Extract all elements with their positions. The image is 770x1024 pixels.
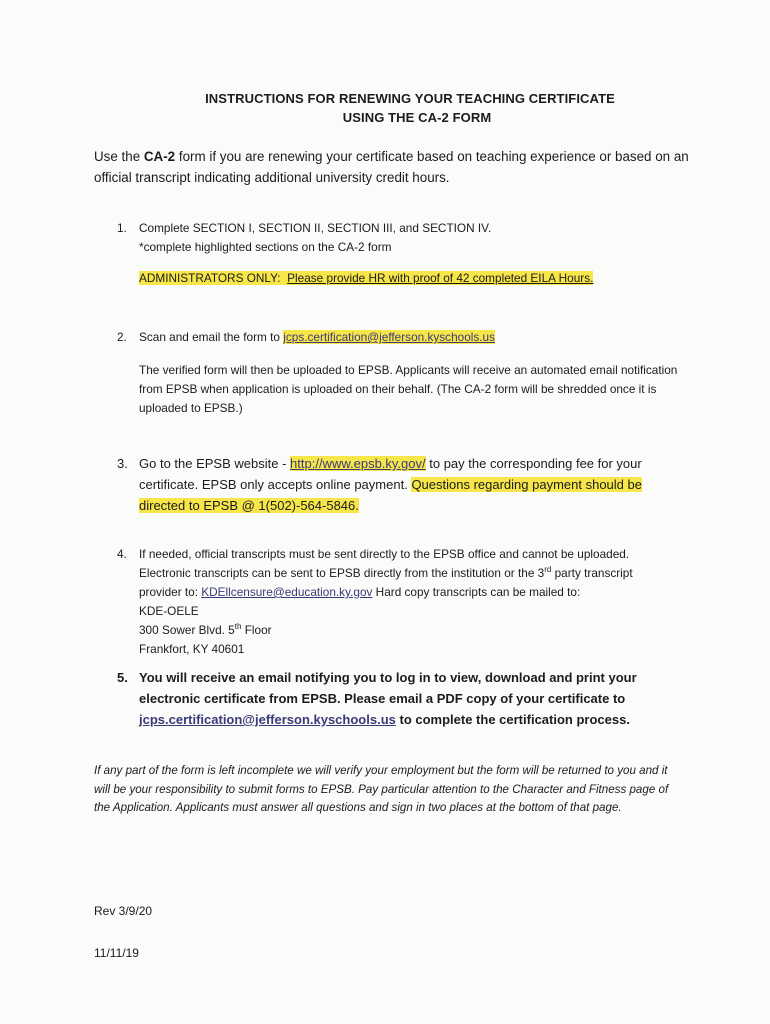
epsb-website-link[interactable]: http://www.epsb.ky.gov/ xyxy=(290,456,426,471)
intro-form-name: CA-2 xyxy=(143,149,176,164)
address-line-1: KDE-OELE xyxy=(139,604,199,618)
step-4-line-2: Electronic transcripts can be sent to EPSB directly from the institution or the 3rd party transcript xyxy=(139,565,633,580)
step-5-number: 5. xyxy=(117,670,128,685)
step-5-text: You will receive an email notifying you to log in to view, download and print your electronic certificate from EPSB. Please email a PDF copy of your certificate to xyxy=(139,670,637,706)
step-1-line-1: Complete SECTION I, SECTION II, SECTION III, and SECTION IV. xyxy=(139,221,492,235)
step-3-number: 3. xyxy=(117,456,128,471)
step-3-prefix: Go to the EPSB website - xyxy=(139,456,291,471)
step-1-number: 1. xyxy=(117,221,127,235)
step-2-number: 2. xyxy=(117,330,127,344)
admin-note xyxy=(139,269,687,288)
step-1-line-2: *complete highlighted sections on the CA-2 form xyxy=(139,240,392,254)
step-4-line-3: provider to: KDEllcensure@education.ky.gov Hard copy transcripts can be mailed to: xyxy=(139,585,581,599)
step-2-line xyxy=(139,328,687,347)
step-3-mid: to pay the corresponding fee for your certificate. EPSB only accepts online payment. xyxy=(139,456,642,492)
step-5-suffix: to complete the certification process. xyxy=(395,712,630,727)
kde-licensure-email-link[interactable]: KDEllcensure@education.ky.gov xyxy=(201,585,373,599)
admin-text: Please provide HR with proof of 42 completed EILA Hours. xyxy=(287,271,594,285)
step-3-payment-note: Questions regarding payment should be directed to EPSB @ 1(502)-564-5846. xyxy=(139,477,642,513)
revision-label: Rev 3/9/20 xyxy=(94,904,153,918)
step-2-paragraph: The verified form will then be uploaded to EPSB. Applicants will receive an automated email notification from EPSB when application is uploaded on their behalf. (The CA-2 form will be shredded once it is uploaded to EPSB.) xyxy=(139,363,678,415)
intro-suffix: form if you are renewing your certificate based on teaching experience or based on an official transcript indicating additional university credit hours. xyxy=(94,149,689,185)
step-4-line-1: If needed, official transcripts must be sent directly to the EPSB office and cannot be uploaded. xyxy=(139,547,630,561)
address-line-2: 300 Sower Blvd. 5th Floor xyxy=(139,622,272,637)
notice-paragraph: If any part of the form is left incomplete we will verify your employment but the form will be returned to you and it will be your responsibility to submit forms to EPSB. Pay particular attention to the Character and Fitness page of the Application. Applicants must answer all questions and sign in two places at the bottom of that page. xyxy=(94,764,669,814)
title-line-2: USING THE CA-2 FORM xyxy=(342,110,492,125)
date-label: 11/11/19 xyxy=(94,946,139,960)
step-2-text: Scan and email the form to xyxy=(139,330,284,344)
admin-label: ADMINISTRATORS ONLY: xyxy=(139,271,281,285)
address-line-3: Frankfort, KY 40601 xyxy=(139,642,245,656)
intro-paragraph xyxy=(94,146,694,188)
title-line-1: INSTRUCTIONS FOR RENEWING YOUR TEACHING CERTIFICATE xyxy=(205,91,615,106)
intro-prefix: Use the xyxy=(94,149,144,164)
step-4-number: 4. xyxy=(117,547,127,561)
certification-email-link-2[interactable]: jcps.certification@jefferson.kyschools.us xyxy=(139,712,396,727)
certification-email-link[interactable]: jcps.certification@jefferson.kyschools.us xyxy=(283,330,496,344)
